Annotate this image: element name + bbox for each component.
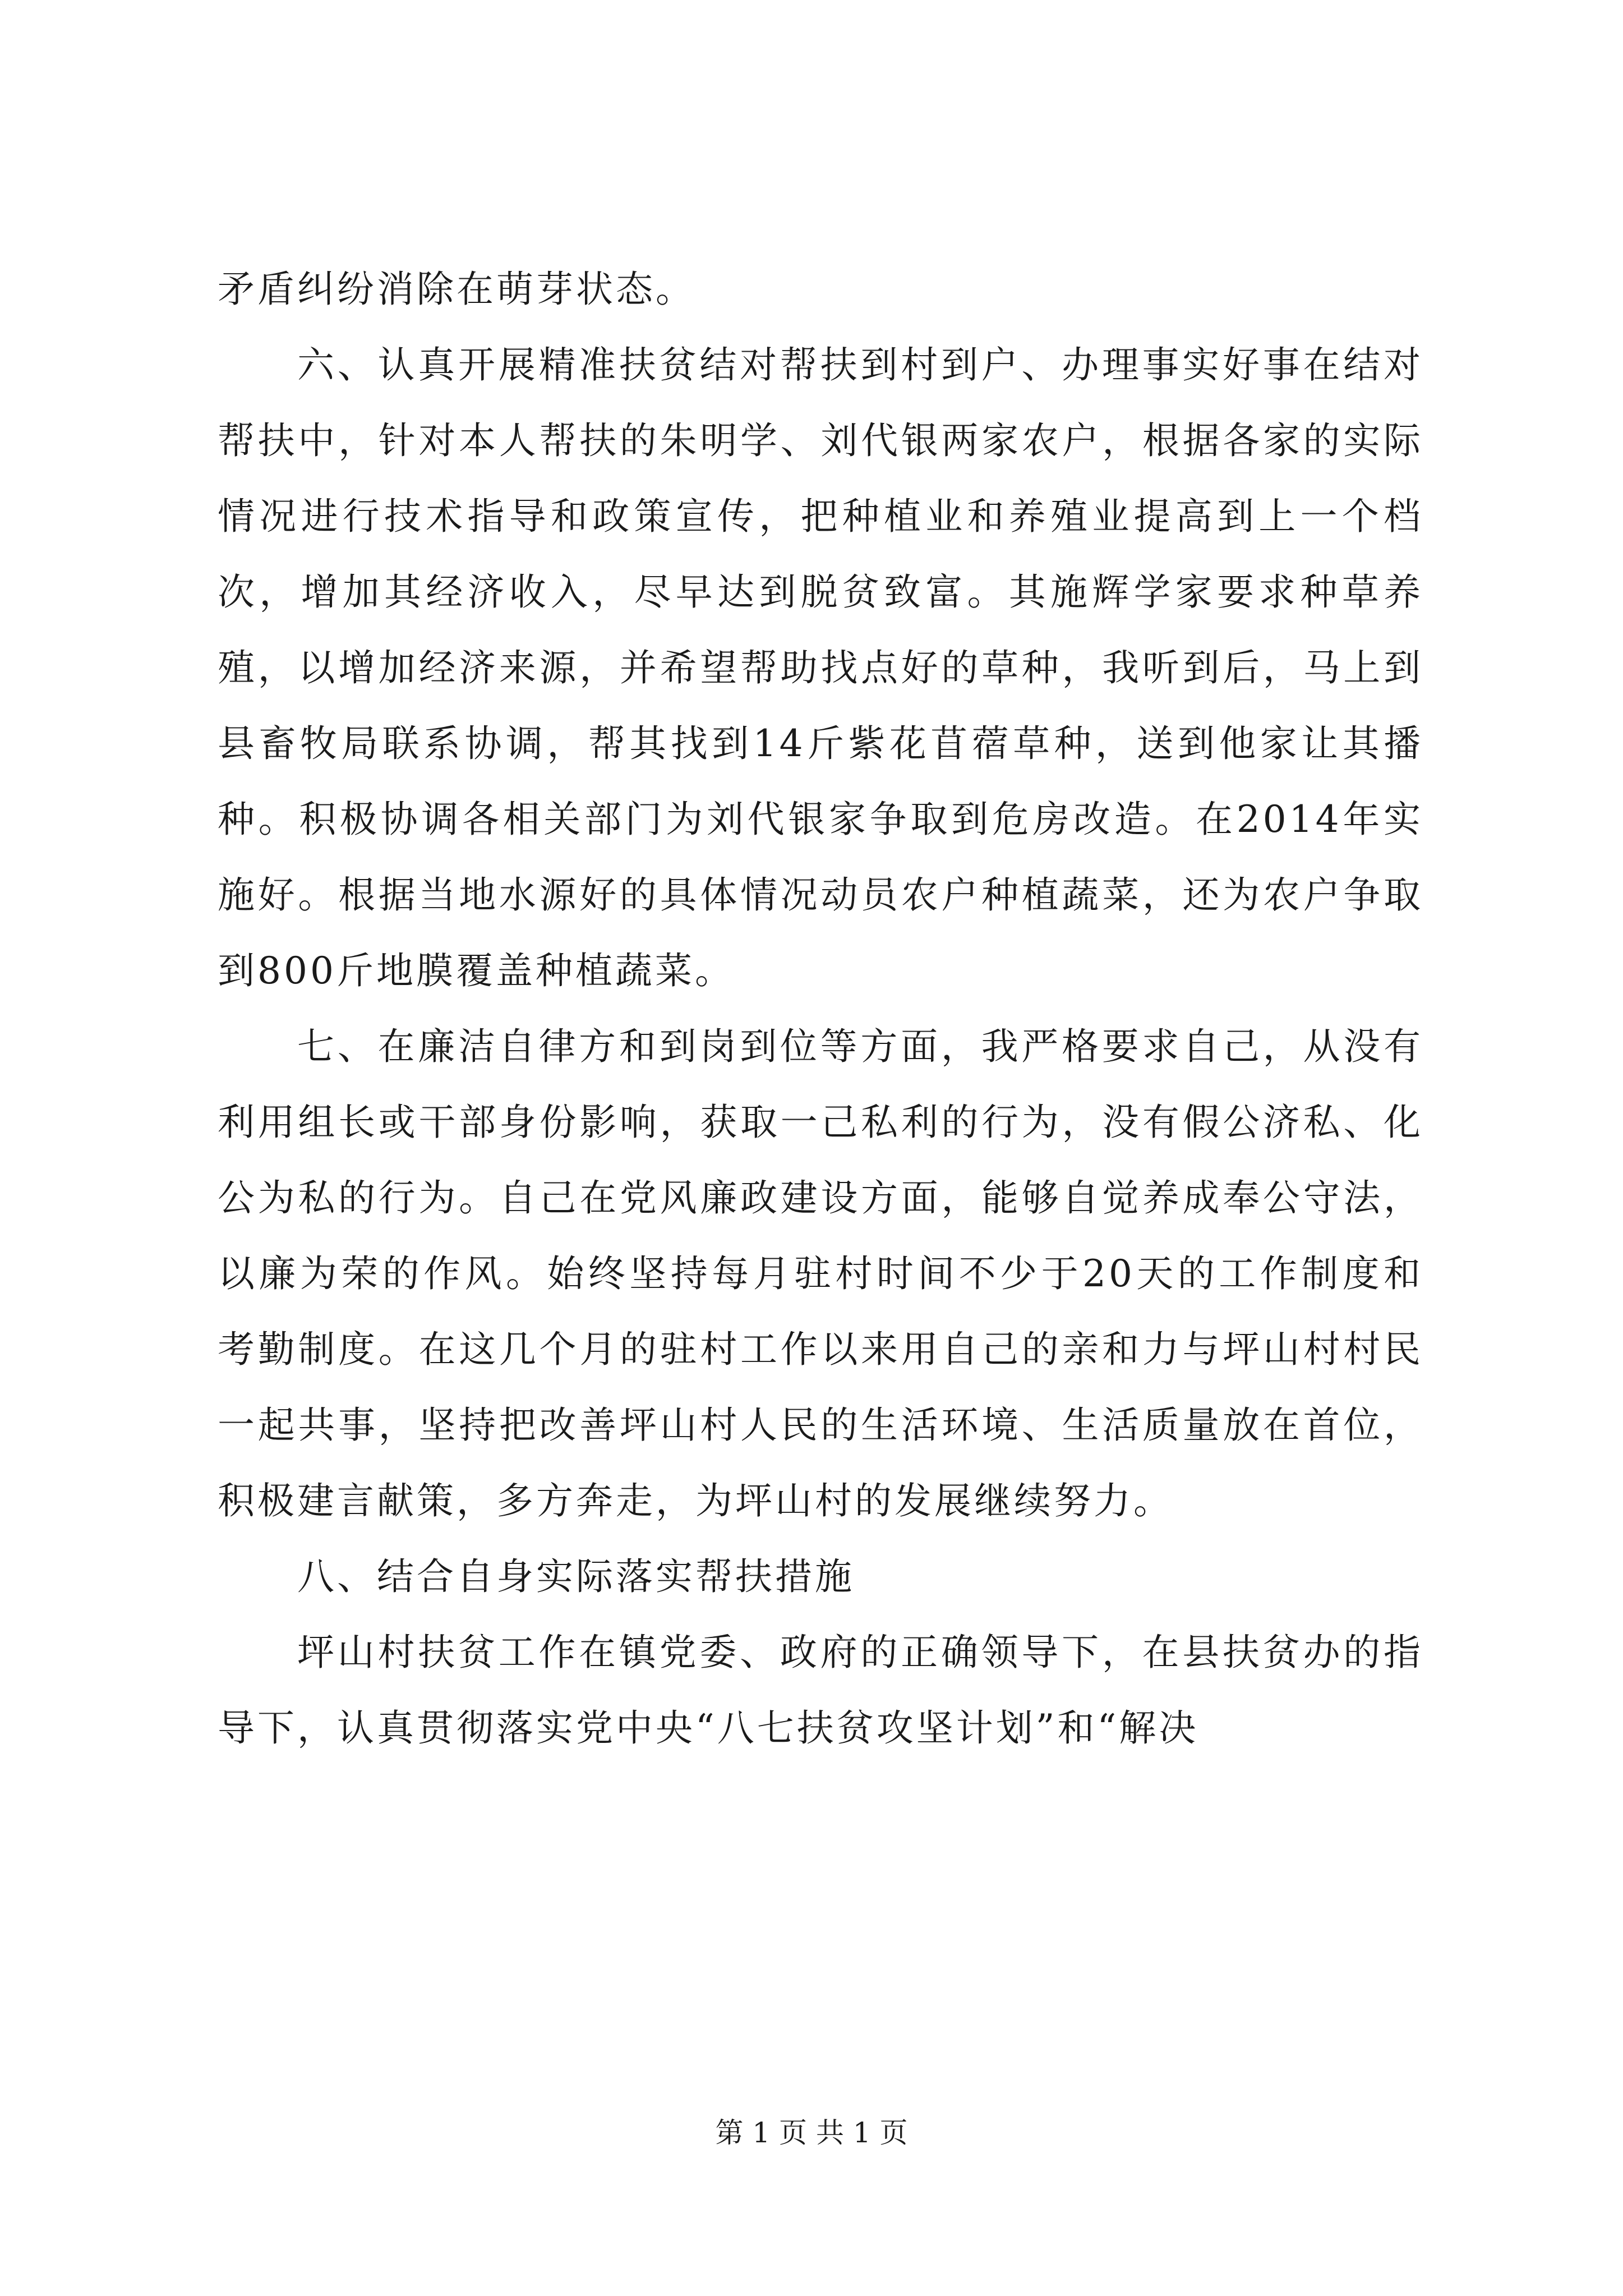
paragraph-section-8-heading: 八、结合自身实际落实帮扶措施: [297, 1555, 855, 1598]
page-footer: [0, 2116, 1623, 2150]
paragraph-section-8-body: 坪山村扶贫工作在镇党委、政府的正确领导下，在县扶贫办的指导下，认真贯彻落实党中央“八七扶贫攻坚计划”和“解决: [218, 1631, 1423, 1750]
paragraph-section-7: 七、在廉洁自律方和到岗到位等方面，我严格要求自己，从没有利用组长或干部身份影响，获取一己私利的行为，没有假公济私、化公为私的行为。自己在党风廉政建设方面，能够自觉养成奉公守法，以廉为荣的作风。始终坚持每月驻村时间不少于20天的工作制度和考勤制度。在这几个月的驻村工作以来用自己的亲和力与坪山村村民一起共事，坚持把改善坪山村人民的生活环境、生活质量放在首位，积极建言献策，多方奔走，为坪山村的发展继续努力。: [218, 1025, 1423, 1522]
document-body: [218, 251, 1423, 1766]
paragraph-continuation: 矛盾纠纷消除在萌芽状态。: [218, 268, 695, 311]
paragraph-section-6: 六、认真开展精准扶贫结对帮扶到村到户、办理事实好事在结对帮扶中，针对本人帮扶的朱明学、刘代银两家农户，根据各家的实际情况进行技术指导和政策宣传，把种植业和养殖业提高到上一个档次，增加其经济收入，尽早达到脱贫致富。其施辉学家要求种草养殖，以增加经济来源，并希望帮助找点好的草种，我听到后，马上到县畜牧局联系协调，帮其找到14斤紫花苜蓿草种，送到他家让其播种。积极协调各相关部门为刘代银家争取到危房改造。在2014年实施好。根据当地水源好的具体情况动员农户种植蔬菜，还为农户争取到800斤地膜覆盖种植蔬菜。: [218, 343, 1423, 992]
page-number-label: 第 1 页 共 1 页: [715, 2116, 908, 2149]
